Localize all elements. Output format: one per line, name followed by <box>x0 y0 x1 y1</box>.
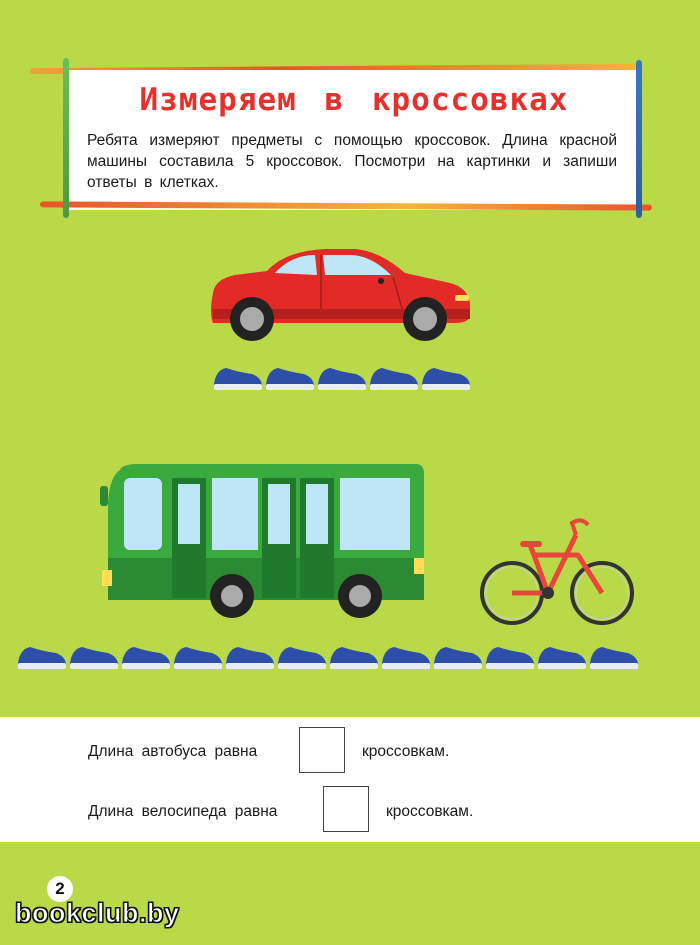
sneaker-icon <box>370 368 418 390</box>
sneaker-icon <box>266 368 314 390</box>
answer-bus-box[interactable] <box>299 727 345 773</box>
task-title: Измеряем в кроссовках <box>139 82 569 118</box>
sneaker-icon <box>122 647 170 669</box>
answer-bike-label: Длина велосипеда равна <box>88 803 278 820</box>
bicycle-icon <box>478 515 638 627</box>
sneaker-icon <box>486 647 534 669</box>
answer-bike-box[interactable] <box>323 786 369 832</box>
sneaker-icon <box>226 647 274 669</box>
bus-sneaker-row <box>16 641 640 673</box>
page-number: 2 <box>47 876 73 902</box>
sneaker-icon <box>18 647 66 669</box>
sneaker-icon <box>382 647 430 669</box>
sneaker-icon <box>174 647 222 669</box>
sneaker-icon <box>70 647 118 669</box>
answer-bus-label: Длина автобуса равна <box>88 743 258 760</box>
answer-bus-unit: кроссовкам. <box>362 743 450 760</box>
sneaker-icon <box>278 647 326 669</box>
sneaker-icon <box>590 647 638 669</box>
site-watermark: bookclub.by <box>15 898 180 928</box>
task-instructions: Ребята измеряют предметы с помощью кроссовок. Длина красной машины составила 5 кроссовок. Посмотри на картинки и запиши ответы в клетках. <box>87 132 617 191</box>
car-sneaker-row <box>212 362 474 394</box>
sneaker-icon <box>538 647 586 669</box>
bus-icon <box>98 462 430 622</box>
sneaker-icon <box>318 368 366 390</box>
car-icon <box>205 243 475 343</box>
sneaker-icon <box>214 368 262 390</box>
sneaker-icon <box>434 647 482 669</box>
sneaker-icon <box>330 647 378 669</box>
sneaker-icon <box>422 368 470 390</box>
answer-bike-unit: кроссовкам. <box>386 803 474 820</box>
